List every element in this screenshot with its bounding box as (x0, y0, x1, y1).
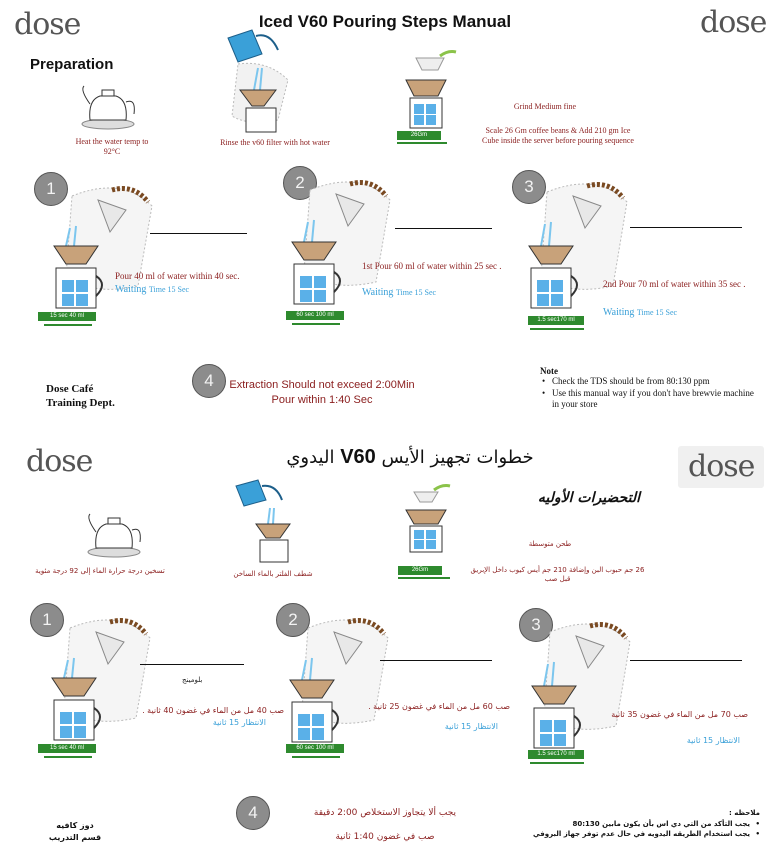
step-wait-time: Waiting Time 15 Sec (362, 287, 437, 298)
kettle-caption: تسخين درجة حرارة الماء إلى 92 درجة مئوية (35, 567, 165, 575)
note-item: • يجب التأكد من التي دي اس بأن يكون مابين 80:130 (480, 819, 760, 830)
server-with-ice-illustration (400, 48, 460, 138)
note-box (540, 366, 760, 411)
dose-logo: dose (14, 7, 81, 42)
v60-pour-illustration (52, 176, 162, 316)
step-wait-time: الانتظار 15 ثانية (444, 722, 498, 731)
step-number-circle: 3 (519, 608, 553, 642)
note-title: ملاحظه : (729, 809, 760, 817)
scale-bar (398, 577, 450, 579)
note-title: Note (540, 366, 558, 376)
step-number-circle: 2 (276, 603, 310, 637)
kettle-icon (78, 80, 138, 130)
beans-caption: 26 جم حبوب البن وإضافة 210 جم أيس كيوب داخل الإبريق قبل صب (470, 566, 645, 584)
step-number-circle: 3 (512, 170, 546, 204)
extraction-text: Extraction Should not exceed 2:00Min Pour within 1:40 Sec (229, 379, 415, 406)
blooming-label: بلومينج (182, 676, 203, 684)
scale-bar (530, 762, 584, 764)
beans-caption: Scale 26 Gm coffee beans & Add 210 gm Ice Cube inside the server before pouring sequence (482, 126, 634, 145)
rinse-v60-illustration (208, 20, 298, 135)
step-instruction: 1st Pour 60 ml of water within 25 sec . (362, 261, 502, 271)
extraction-text: يجب ألا يتجاوز الاستخلاص 2:00 دقيقة صب في غضون 1:40 ثانية (313, 808, 457, 842)
step-instruction: صب 70 مل من الماء في غضون 35 ثانية (611, 710, 748, 719)
step-instruction: Pour 40 ml of water within 40 sec. (115, 271, 240, 281)
dose-logo: dose (678, 446, 764, 488)
grind-caption: Grind Medium fine (513, 102, 577, 111)
divider-line (630, 660, 742, 661)
note-box (480, 808, 760, 840)
training-dept-label: Dose Café Training Dept. (46, 383, 115, 410)
note-item: • Use this manual way if you don't have brewvie machine in your store (540, 388, 760, 411)
dose-logo: dose (700, 5, 767, 40)
grind-caption: طحن متوسطة (528, 540, 572, 548)
server-with-ice-illustration (402, 484, 452, 564)
step-wait-time: الانتظار 15 ثانية (686, 736, 740, 745)
rinse-caption: شطف الفلتر بالماء الساخن (233, 570, 313, 578)
page-title-arabic: خطوات تجهيز الأيس V60 اليدوي (286, 446, 534, 468)
scale-bar (44, 324, 92, 326)
v60-pour-illustration (50, 608, 160, 748)
divider-line (630, 227, 742, 228)
scale-bar (292, 756, 340, 758)
training-dept-label: دوز كافيه قسم التدريب (48, 821, 102, 842)
v60-pour-illustration (288, 608, 398, 752)
dose-logo: dose (26, 444, 93, 479)
scale-display: 60 sec 100 ml (286, 311, 344, 320)
v60-pour-illustration (527, 172, 637, 320)
preparation-heading-arabic: التحضيرات الأوليه (537, 490, 640, 506)
scale-display: 1.5 sec170 ml (528, 750, 584, 759)
divider-line (150, 233, 247, 234)
scale-display: 15 sec 40 ml (38, 744, 96, 753)
scale-display: 26Gm (397, 131, 441, 140)
scale-bar (530, 328, 584, 330)
kettle-caption: Heat the water temp to 92°C (75, 137, 149, 156)
step-number-circle: 4 (192, 364, 226, 398)
scale-bar (397, 142, 447, 144)
step-number-circle: 2 (283, 166, 317, 200)
step-instruction: صب 40 مل من الماء في غضون 40 ثانية . (142, 706, 284, 715)
note-item: • Check the TDS should be from 80:130 ppm (540, 376, 760, 388)
step-instruction: صب 60 مل من الماء في غضون 25 ثانية . (368, 702, 510, 711)
step-number-circle: 1 (34, 172, 68, 206)
scale-display: 1.5 sec170 ml (528, 316, 584, 325)
v60-pour-illustration (530, 612, 640, 758)
scale-display: 60 sec 100 ml (286, 744, 344, 753)
step-wait-time: Waiting Time 15 Sec (115, 284, 190, 295)
step-number-circle: 1 (30, 603, 64, 637)
preparation-heading: Preparation (30, 56, 114, 73)
step-number-circle: 4 (236, 796, 270, 830)
rinse-v60-illustration (228, 478, 308, 568)
step-instruction: 2nd Pour 70 ml of water within 35 sec . (603, 279, 746, 289)
scale-display: 26Gm (398, 566, 442, 575)
step-wait-time: Waiting Time 15 Sec (603, 307, 678, 318)
page-title: Iced V60 Pouring Steps Manual (258, 12, 512, 31)
divider-line (380, 660, 492, 661)
divider-line (395, 228, 492, 229)
divider-line (140, 664, 244, 665)
step-wait-time: الانتظار 15 ثانية (212, 718, 266, 727)
scale-bar (44, 756, 92, 758)
scale-bar (292, 323, 340, 325)
note-item: • يجب استخدام الطريقه اليدويه في حال عدم توفر جهاز البروفي (480, 829, 760, 840)
rinse-caption: Rinse the v60 filter with hot water (220, 138, 330, 147)
kettle-icon (84, 508, 144, 558)
scale-display: 15 sec 40 ml (38, 312, 96, 321)
